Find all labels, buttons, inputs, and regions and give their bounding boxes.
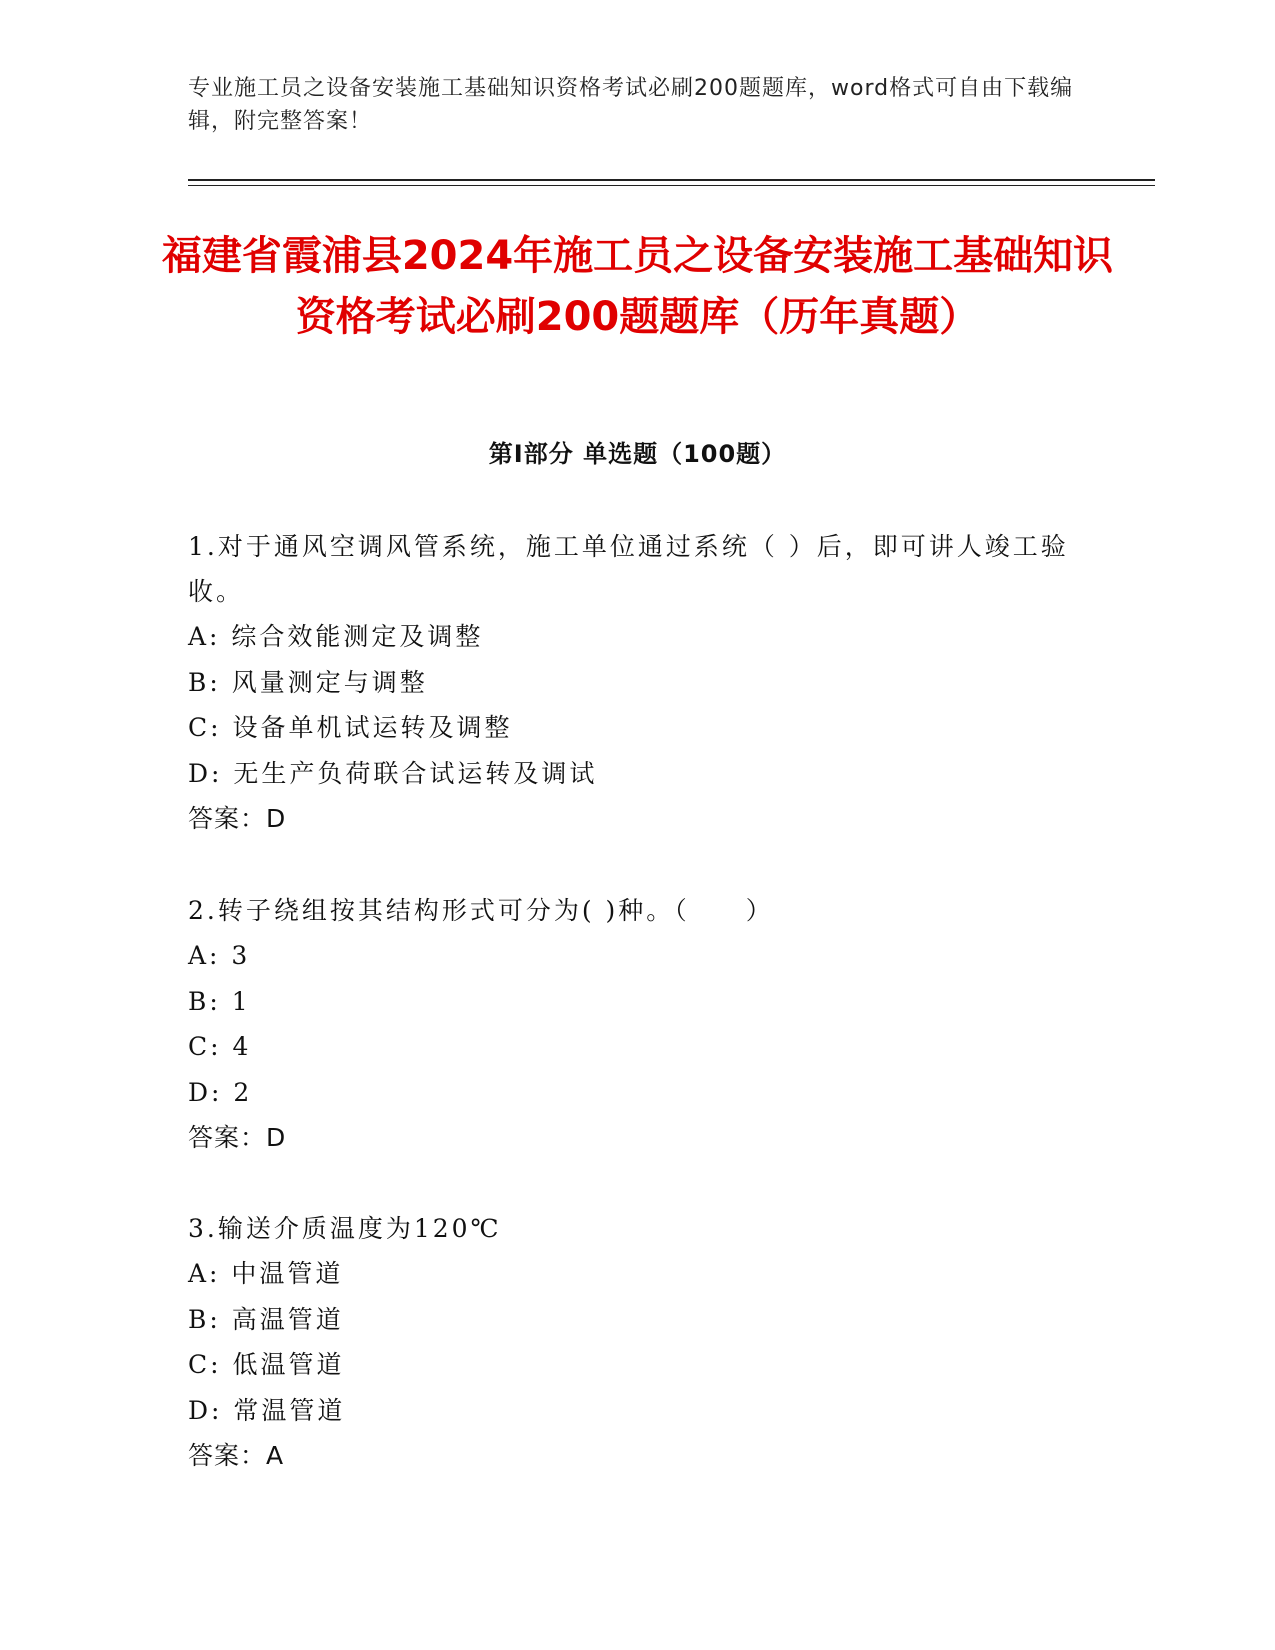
option-d: D: 无生产负荷联合试运转及调试: [188, 758, 598, 788]
option-b: B: 风量测定与调整: [188, 667, 428, 697]
option-b: B: 高温管道: [188, 1304, 344, 1334]
option-c: C: 设备单机试运转及调整: [188, 713, 513, 742]
question-block: [188, 524, 1088, 841]
answer: 答案：D: [188, 1123, 287, 1152]
option-b: B: 1: [188, 986, 251, 1016]
header-note: 专业施工员之设备安装施工基础知识资格考试必刷200题题库，word格式可自由下载编辑，附完整答案！: [188, 76, 1074, 134]
header-divider-thick: [188, 179, 1155, 181]
answer: 答案：D: [188, 804, 287, 833]
question-stem: 2.转子绕组按其结构形式可分为( )种。（ ）: [188, 896, 774, 925]
option-c: C: 低温管道: [188, 1350, 345, 1379]
answer: 答案：A: [188, 1441, 285, 1470]
question-block: [188, 888, 1088, 1160]
header-divider-thin: [188, 185, 1155, 186]
option-d: D: 常温管道: [188, 1395, 346, 1425]
question-block: [188, 1206, 1088, 1478]
section-title: 第Ⅰ部分 单选题（100题）: [488, 440, 787, 468]
option-a: A: 中温管道: [188, 1259, 344, 1288]
question-stem: 3.输送介质温度为120℃: [188, 1214, 502, 1243]
option-c: C: 4: [188, 1032, 252, 1061]
option-d: D: 2: [188, 1077, 253, 1107]
option-a: A: 综合效能测定及调整: [188, 622, 484, 651]
option-a: A: 3: [188, 941, 251, 970]
question-stem: 1.对于通风空调风管系统，施工单位通过系统（ ）后，即可讲人竣工验收。: [188, 532, 1069, 606]
document-title: 福建省霞浦县2024年施工员之设备安装施工基础知识资格考试必刷200题题库（历年真题）: [161, 233, 1114, 340]
